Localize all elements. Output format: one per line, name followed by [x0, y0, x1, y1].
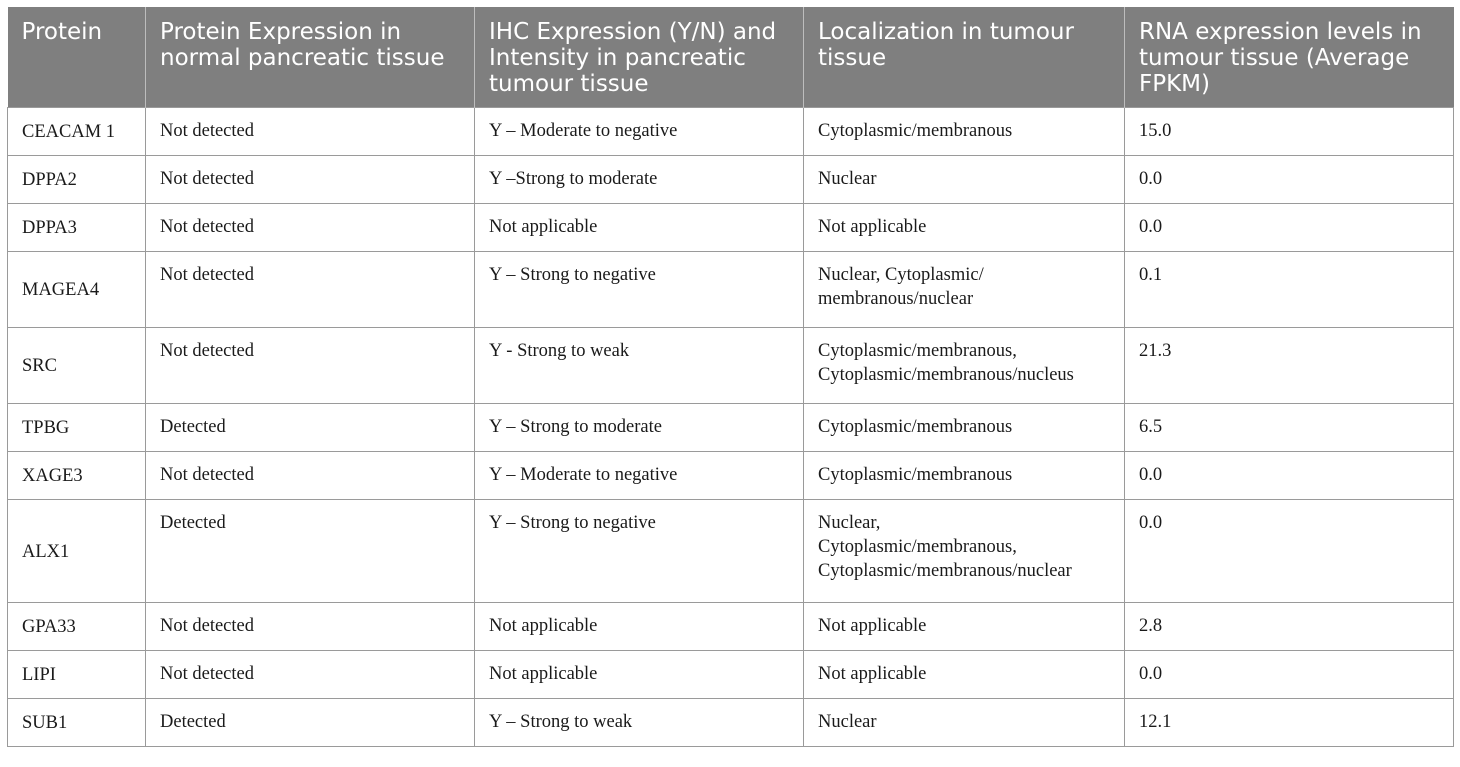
- table-row: [8, 699, 1454, 747]
- table-row: [8, 404, 1454, 452]
- protein-cell: TPBG: [8, 404, 146, 452]
- header-rna-expression: RNA expression levels in tumour tissue (Average FPKM): [1125, 7, 1454, 108]
- protein-cell: GPA33: [8, 603, 146, 651]
- ihc-cell: Y –Strong to moderate: [475, 156, 804, 204]
- protein-cell: DPPA3: [8, 204, 146, 252]
- ihc-cell: Y – Strong to weak: [475, 699, 804, 747]
- rna-cell: 0.0: [1125, 452, 1454, 500]
- header-row: [8, 7, 1454, 108]
- localization-cell: Cytoplasmic/membranous: [804, 452, 1125, 500]
- rna-cell: 0.1: [1125, 252, 1454, 328]
- header-normal-tissue-expression: Protein Expression in normal pancreatic tissue: [146, 7, 475, 108]
- table-header: [8, 7, 1454, 108]
- table-row: [8, 651, 1454, 699]
- protein-cell: SRC: [8, 328, 146, 404]
- protein-cell: XAGE3: [8, 452, 146, 500]
- localization-cell: Cytoplasmic/membranous: [804, 404, 1125, 452]
- rna-cell: 12.1: [1125, 699, 1454, 747]
- normal-expression-cell: Not detected: [146, 252, 475, 328]
- normal-expression-cell: Not detected: [146, 328, 475, 404]
- localization-cell: Cytoplasmic/membranous: [804, 108, 1125, 156]
- ihc-cell: Y – Moderate to negative: [475, 108, 804, 156]
- normal-expression-cell: Not detected: [146, 603, 475, 651]
- normal-expression-cell: Detected: [146, 699, 475, 747]
- table-row: [8, 108, 1454, 156]
- normal-expression-cell: Not detected: [146, 108, 475, 156]
- protein-cell: CEACAM 1: [8, 108, 146, 156]
- rna-cell: 0.0: [1125, 651, 1454, 699]
- localization-cell: Nuclear, Cytoplasmic/membranous, Cytoplasmic/membranous/nuclear: [804, 500, 1125, 603]
- protein-cell: DPPA2: [8, 156, 146, 204]
- rna-cell: 21.3: [1125, 328, 1454, 404]
- table-row: [8, 603, 1454, 651]
- rna-cell: 6.5: [1125, 404, 1454, 452]
- normal-expression-cell: Detected: [146, 404, 475, 452]
- table-body: [8, 108, 1454, 747]
- protein-cell: MAGEA4: [8, 252, 146, 328]
- localization-cell: Nuclear, Cytoplasmic/ membranous/nuclear: [804, 252, 1125, 328]
- rna-cell: 2.8: [1125, 603, 1454, 651]
- rna-cell: 0.0: [1125, 156, 1454, 204]
- ihc-cell: Y – Strong to negative: [475, 500, 804, 603]
- localization-cell: Nuclear: [804, 699, 1125, 747]
- normal-expression-cell: Not detected: [146, 204, 475, 252]
- protein-expression-table: [7, 7, 1454, 747]
- header-protein: Protein: [8, 7, 146, 108]
- normal-expression-cell: Not detected: [146, 452, 475, 500]
- table-row: [8, 204, 1454, 252]
- table-row: [8, 500, 1454, 603]
- localization-cell: Cytoplasmic/membranous, Cytoplasmic/membranous/nucleus: [804, 328, 1125, 404]
- ihc-cell: Y - Strong to weak: [475, 328, 804, 404]
- rna-cell: 0.0: [1125, 204, 1454, 252]
- localization-cell: Not applicable: [804, 651, 1125, 699]
- normal-expression-cell: Detected: [146, 500, 475, 603]
- localization-cell: Not applicable: [804, 603, 1125, 651]
- ihc-cell: Y – Moderate to negative: [475, 452, 804, 500]
- localization-cell: Not applicable: [804, 204, 1125, 252]
- protein-cell: SUB1: [8, 699, 146, 747]
- ihc-cell: Not applicable: [475, 603, 804, 651]
- ihc-cell: Not applicable: [475, 204, 804, 252]
- rna-cell: 0.0: [1125, 500, 1454, 603]
- table-row: [8, 252, 1454, 328]
- header-ihc-expression: IHC Expression (Y/N) and Intensity in pancreatic tumour tissue: [475, 7, 804, 108]
- ihc-cell: Not applicable: [475, 651, 804, 699]
- normal-expression-cell: Not detected: [146, 651, 475, 699]
- normal-expression-cell: Not detected: [146, 156, 475, 204]
- table-row: [8, 452, 1454, 500]
- protein-cell: ALX1: [8, 500, 146, 603]
- protein-cell: LIPI: [8, 651, 146, 699]
- rna-cell: 15.0: [1125, 108, 1454, 156]
- header-localization: Localization in tumour tissue: [804, 7, 1125, 108]
- table-row: [8, 328, 1454, 404]
- ihc-cell: Y – Strong to negative: [475, 252, 804, 328]
- ihc-cell: Y – Strong to moderate: [475, 404, 804, 452]
- protein-expression-table-container: [7, 7, 1453, 747]
- localization-cell: Nuclear: [804, 156, 1125, 204]
- table-row: [8, 156, 1454, 204]
